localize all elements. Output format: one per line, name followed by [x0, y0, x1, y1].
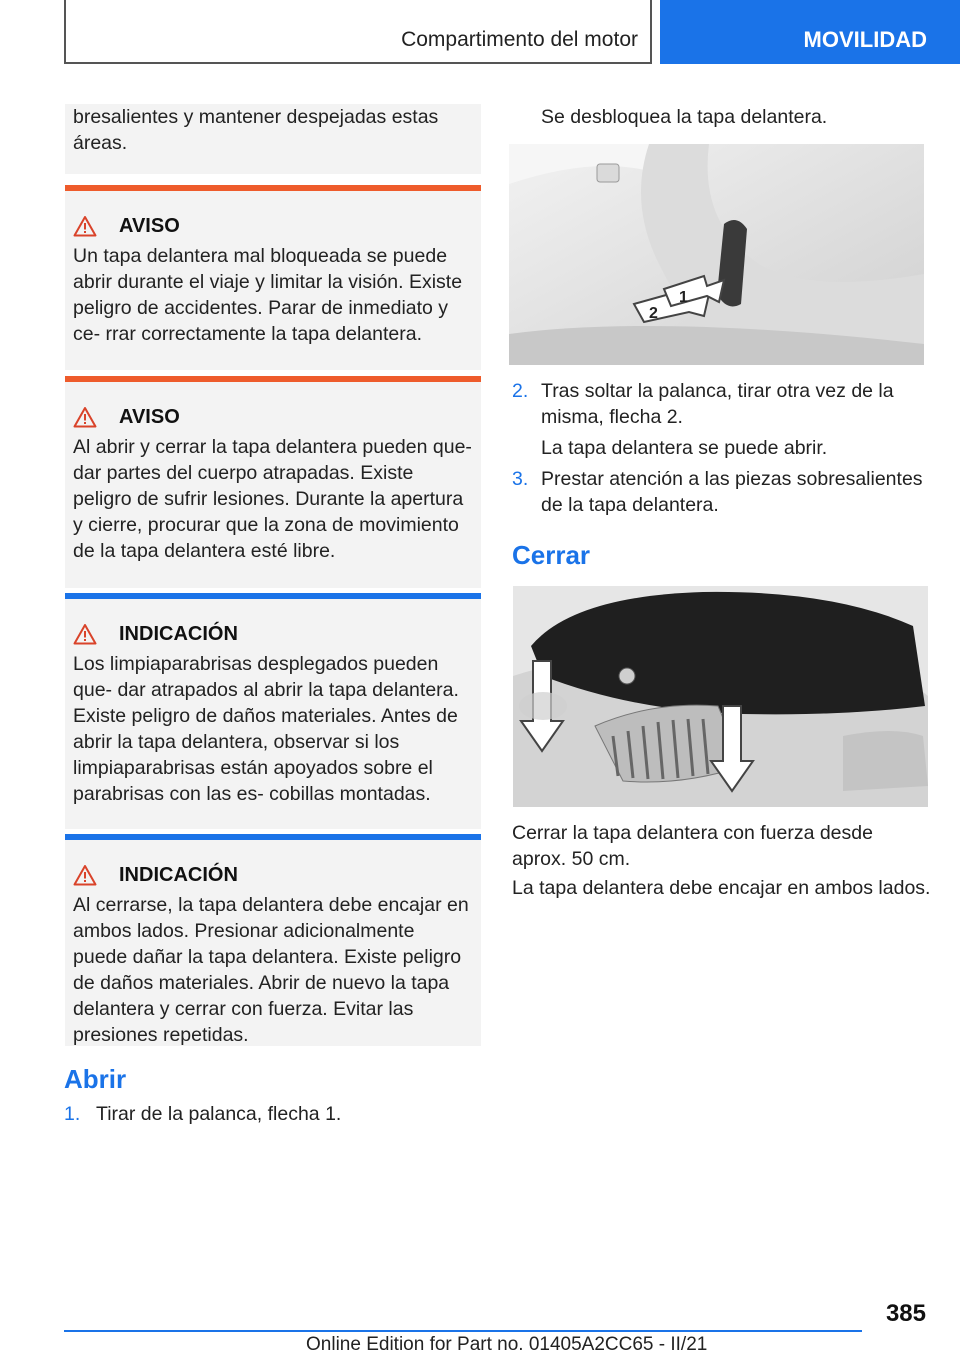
- warning-triangle-icon: [73, 215, 97, 237]
- chapter-tab-label: MOVILIDAD: [803, 27, 927, 52]
- notice-text: Al cerrarse, la tapa delantera debe encajar en ambos lados. Presionar adicionalmente puede dañar la tapa delantera. Existe peligro de daños materiales. Abrir de nuevo la tapa delantera y cerrar con fuerza. Evitar las presiones repetidas.: [73, 894, 469, 1046]
- continuation-box: [65, 104, 481, 174]
- step-text: Prestar atención a las piezas sobresalientes de la tapa delantera.: [541, 468, 923, 516]
- notice-text: Al abrir y cerrar la tapa delantera pueden que- dar partes del cuerpo atrapadas. Existe peligro de sufrir lesiones. Durante la apertura y cierre, procurar que la zona de movimiento de la tapa delantera esté libre.: [73, 436, 472, 562]
- step-number: 1.: [64, 1103, 81, 1125]
- notice-title: AVISO: [119, 214, 180, 237]
- warning-triangle-icon: [73, 406, 97, 428]
- step-number: 3.: [512, 468, 529, 490]
- section-title-box: [64, 0, 652, 64]
- hood-illustration: [513, 586, 928, 807]
- lever-figure: [509, 144, 924, 365]
- footer-divider: [64, 1330, 862, 1332]
- page-header: [64, 0, 960, 66]
- hood-figure: [513, 586, 928, 807]
- warning-notice-2: [65, 376, 481, 588]
- arrow-label-2: 2: [649, 305, 658, 322]
- warning-notice-1: [65, 185, 481, 370]
- notice-title: INDICACIÓN: [119, 622, 238, 645]
- step-result-text: La tapa delantera se puede abrir.: [541, 437, 828, 459]
- section-heading-cerrar: Cerrar: [512, 540, 591, 570]
- notice-title: INDICACIÓN: [119, 863, 238, 886]
- warning-triangle-icon: [73, 623, 97, 645]
- step-text: Tras soltar la palanca, tirar otra vez de la misma, flecha 2.: [541, 380, 894, 428]
- arrow-label-1: 1: [679, 289, 688, 306]
- section-title: Compartimento del motor: [401, 28, 638, 51]
- section-heading-abrir: Abrir: [64, 1064, 127, 1094]
- notice-text: Los limpiaparabrisas desplegados pueden que- dar atrapados al abrir la tapa delantera. Existe peligro de daños materiales. Antes de abrir la tapa delantera, observar si los limpiaparabrisas están apoyados sobre el parabrisas con las es- cobillas montadas.: [73, 653, 459, 805]
- step-number: 2.: [512, 380, 529, 402]
- info-notice-1: [65, 593, 481, 829]
- notice-text: Un tapa delantera mal bloqueada se puede abrir durante el viaje y limitar la visión. Existe peligro de accidentes. Parar de inmediato y ce- rrar correctamente la tapa delantera.: [73, 245, 463, 345]
- lever-illustration: [509, 144, 924, 365]
- continuation-text: bresalientes y mantener despejadas estas áreas.: [73, 106, 439, 154]
- step-text: Tirar de la palanca, flecha 1.: [96, 1103, 342, 1125]
- close-note: La tapa delantera debe encajar en ambos lados.: [512, 877, 931, 899]
- chapter-tab[interactable]: [660, 0, 960, 64]
- unlock-result-text: Se desbloquea la tapa delantera.: [541, 106, 828, 128]
- close-instruction: Cerrar la tapa delantera con fuerza desde aprox. 50 cm.: [512, 822, 873, 870]
- edition-note: Online Edition for Part no. 01405A2CC65 - II/21: [306, 1334, 708, 1355]
- page-number: 385: [885, 1300, 926, 1327]
- notice-title: AVISO: [119, 405, 180, 428]
- warning-triangle-icon: [73, 864, 97, 886]
- info-notice-2: [65, 834, 481, 1046]
